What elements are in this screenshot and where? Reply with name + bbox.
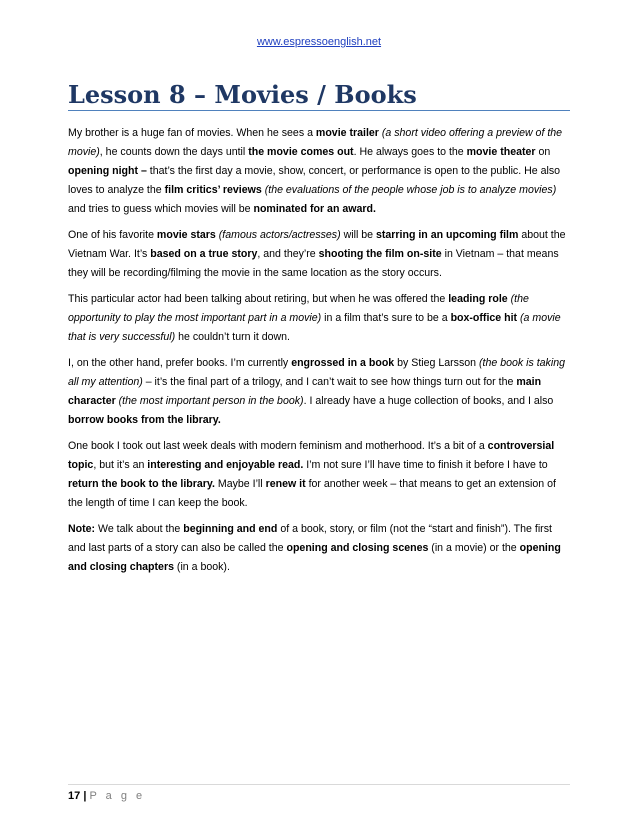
- bold-term: engrossed in a book: [291, 357, 395, 369]
- text-run: , and they’re: [257, 248, 319, 260]
- bold-term: renew it: [265, 478, 306, 490]
- bold-term: box-office hit: [450, 312, 518, 324]
- text-run: I, on the other hand, prefer books. I’m currently: [68, 357, 292, 369]
- paragraph: [68, 124, 570, 219]
- italic-definition: (the book is taking all my attention): [68, 357, 565, 388]
- footer-divider: [68, 784, 570, 785]
- bold-term: interesting and enjoyable read.: [147, 459, 304, 471]
- text-run: and tries to guess which movies will be: [68, 203, 254, 215]
- bold-term: opening and closing scenes: [286, 542, 429, 554]
- bold-term: film critics’ reviews: [164, 184, 262, 196]
- italic-definition: (the evaluations of the people whose job is to analyze movies): [264, 184, 557, 196]
- bold-term: based on a true story: [150, 248, 258, 260]
- text-run: in Vietnam – that means they will be recording/filming the movie in the same location as the story occurs.: [68, 248, 559, 279]
- text-run: , but it’s an: [93, 459, 148, 471]
- italic-definition: (the most important person in the book): [118, 395, 304, 407]
- bold-term: movie theater: [466, 146, 536, 158]
- lesson-title: Lesson 8 – Movies / Books: [68, 80, 417, 109]
- page-label: P a g e: [89, 790, 146, 802]
- bold-term: opening night –: [68, 165, 147, 177]
- text-run: (in a movie) or the: [428, 542, 520, 554]
- bold-term: Note:: [68, 523, 96, 535]
- text-run: (in a book).: [173, 561, 230, 573]
- text-run: will be: [340, 229, 376, 241]
- text-run: in a film that’s sure to be a: [321, 312, 451, 324]
- text-run: One book I took out last week deals with modern feminism and motherhood. It’s a bit of a: [68, 440, 488, 452]
- italic-definition: (famous actors/actresses): [218, 229, 341, 241]
- paragraph: [68, 290, 570, 347]
- bold-term: main character: [68, 376, 542, 407]
- paragraph: [68, 354, 570, 430]
- italic-definition: (the opportunity to play the most important part in a movie): [68, 293, 529, 324]
- bold-term: return the book to the library.: [68, 478, 215, 490]
- text-run: by Stieg Larsson: [394, 357, 479, 369]
- italic-definition: (a short video offering a preview of the movie): [68, 127, 563, 158]
- bold-term: borrow books from the library.: [68, 414, 221, 426]
- text-run: One of his favorite: [68, 229, 157, 241]
- bold-term: leading role: [448, 293, 508, 305]
- paragraph: [68, 520, 570, 577]
- page-number: 17: [68, 790, 81, 802]
- text-run: Maybe I’ll: [214, 478, 266, 490]
- text-run: . He always goes to the: [353, 146, 467, 158]
- page-footer: [68, 790, 145, 802]
- lesson-body: [68, 124, 570, 584]
- bold-term: opening and closing chapters: [68, 542, 561, 573]
- text-run: about the Vietnam War. It’s: [68, 229, 566, 260]
- bold-term: starring in an upcoming film: [375, 229, 519, 241]
- text-run: This particular actor had been talking about retiring, but when he was offered the: [68, 293, 449, 305]
- text-run: I’m not sure I’ll have time to finish it before I have to: [303, 459, 548, 471]
- text-run: he couldn’t turn it down.: [175, 331, 290, 343]
- bold-term: beginning and end: [183, 523, 278, 535]
- text-run: , he counts down the days until: [99, 146, 249, 158]
- paragraph: [68, 226, 570, 283]
- title-underline-rule: [68, 110, 570, 111]
- bold-term: movie stars: [156, 229, 216, 241]
- text-run: that’s the first day a movie, show, concert, or performance is open to the public. He also loves to analyze the: [68, 165, 561, 196]
- bold-term: the movie comes out: [248, 146, 354, 158]
- text-run: on: [535, 146, 551, 158]
- bold-term: controversial topic: [68, 440, 555, 471]
- text-run: for another week – that means to get an extension of the length of time I can keep the book.: [68, 478, 556, 509]
- text-run: My brother is a huge fan of movies. When he sees a: [68, 127, 316, 139]
- paragraph: [68, 437, 570, 513]
- bold-term: shooting the film on-site: [318, 248, 442, 260]
- italic-definition: (a movie that is very successful): [68, 312, 561, 343]
- bold-term: movie trailer: [315, 127, 379, 139]
- website-link[interactable]: www.espressoenglish.net: [256, 36, 382, 48]
- footer-separator: |: [83, 790, 87, 802]
- text-run: We talk about the: [95, 523, 184, 535]
- text-run: of a book, story, or film (not the “start and finish”). The first and last parts of a story can also be called the: [68, 523, 552, 554]
- text-run: . I already have a huge collection of books, and I also: [303, 395, 554, 407]
- text-run: – it’s the final part of a trilogy, and I can’t wait to see how things turn out for the: [142, 376, 517, 388]
- bold-term: nominated for an award.: [253, 203, 376, 215]
